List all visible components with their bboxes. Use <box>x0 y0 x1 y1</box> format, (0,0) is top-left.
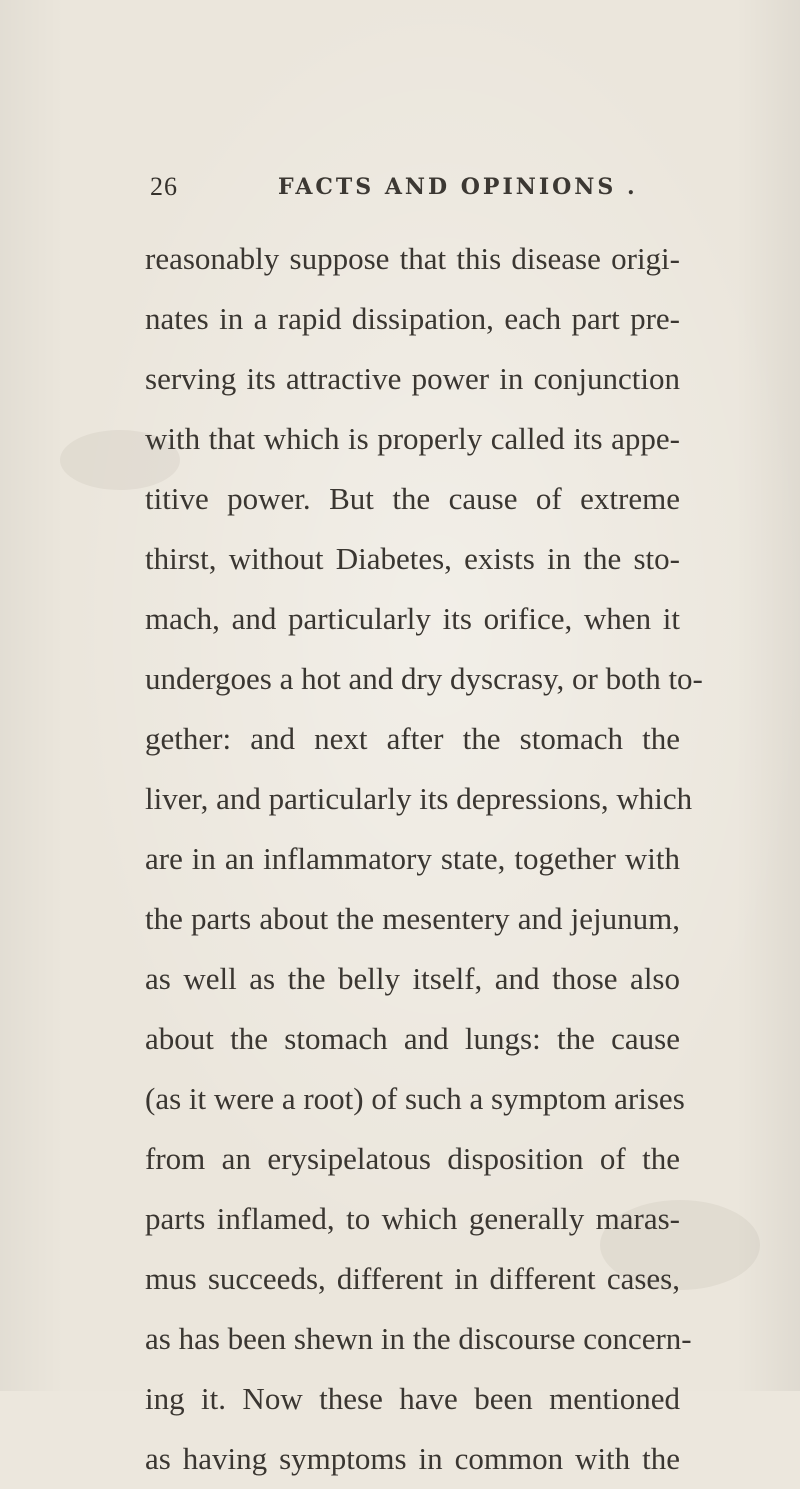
text-line: about the stomach and lungs: the cause <box>145 1021 680 1056</box>
text-line: gether: and next after the stomach the <box>145 721 680 756</box>
text-line: liver, and particularly its depressions, which <box>145 781 693 816</box>
text-line: from an erysipelatous disposition of the <box>145 1141 680 1176</box>
text-line: undergoes a hot and dry dyscrasy, or both to- <box>145 661 703 696</box>
text-line: reasonably suppose that this disease origi- <box>145 241 680 276</box>
text-line: are in an inflammatory state, together with <box>145 841 680 876</box>
text-line: (as it were a root) of such a symptom arises <box>145 1081 685 1116</box>
text-line: mach, and particularly its orifice, when it <box>145 601 680 636</box>
text-line: thirst, without Diabetes, exists in the sto- <box>145 541 680 576</box>
text-line: ing it. Now these have been mentioned <box>145 1381 680 1416</box>
body-text <box>145 229 703 1476</box>
text-line: mus succeeds, different in different cases, <box>145 1261 680 1296</box>
text-line: as has been shewn in the discourse concern- <box>145 1321 692 1356</box>
text-line: the parts about the mesentery and jejunum, <box>145 901 680 936</box>
text-line: as having symptoms in common with the <box>145 1441 680 1476</box>
text-line: titive power. But the cause of extreme <box>145 481 680 516</box>
text-line: as well as the belly itself, and those also <box>145 961 680 996</box>
page-number: 26 <box>150 172 178 201</box>
text-line: parts inflamed, to which generally maras- <box>145 1201 680 1236</box>
text-line: serving its attractive power in conjunction <box>145 361 680 396</box>
running-head: FACTS AND OPINIONS . <box>278 174 638 200</box>
text-line: nates in a rapid dissipation, each part pre- <box>145 301 680 336</box>
page-header <box>150 172 650 208</box>
text-line: with that which is properly called its appe- <box>145 421 680 456</box>
